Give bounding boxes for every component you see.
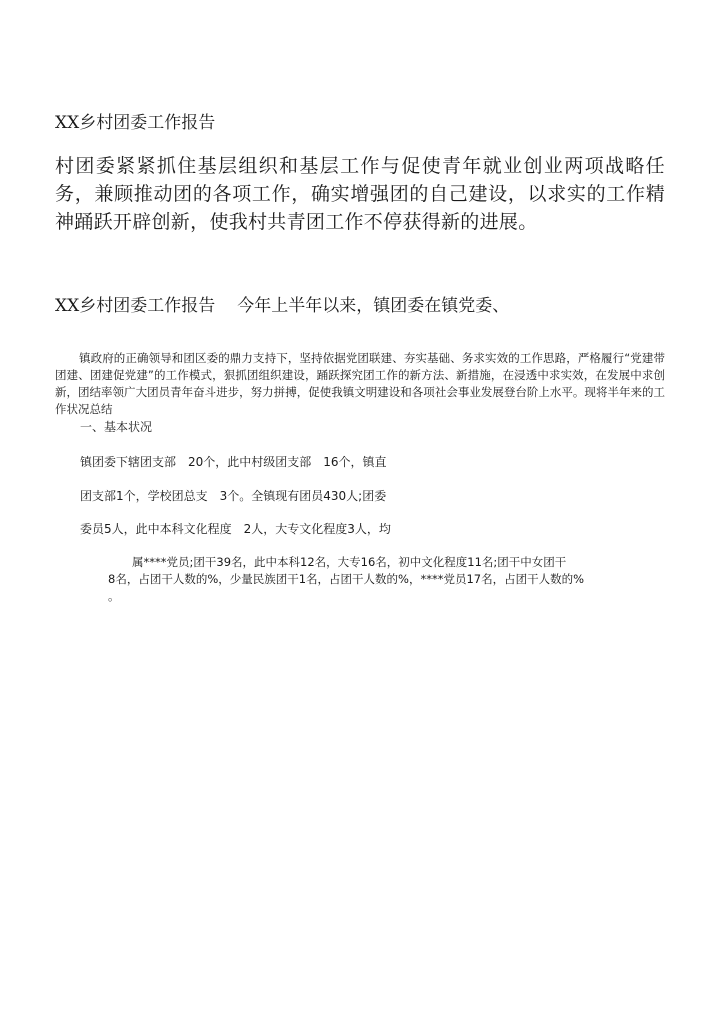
status-block	[108, 554, 608, 605]
section-heading-text: 今年上半年以来，镇团委在镇党委、	[237, 296, 510, 316]
status-line-2: 团支部1个，学校团总支 3个。全镇现有团员430人;团委	[80, 489, 387, 503]
section1-heading: 一、基本状况	[80, 420, 153, 434]
section-heading	[55, 294, 509, 318]
status-block-line-1: 属****党员;团干39名，此中本科12名，大专16名，初中文化程度11名;团干中女团干	[132, 555, 567, 569]
status-line-3: 委员5人，此中本科文化程度 2人，大专文化程度3人，均	[80, 522, 391, 536]
status-block-line-2: 8名，占团干人数的%，少量民族团干1名，占团干人数的%，****党员17名，占团干人数的%	[108, 572, 585, 586]
section-heading-title: XX乡村团委工作报告	[55, 296, 216, 316]
status-line-1: 镇团委下辖团支部 20个，此中村级团支部 16个，镇直	[80, 455, 387, 469]
status-block-line-3: 。	[108, 589, 120, 603]
document-title: XX乡村团委工作报告	[55, 113, 216, 133]
intro-paragraph: 村团委紧紧抓住基层组织和基层工作与促使青年就业创业两项战略任务，兼顾推动团的各项工作，确实增强团的自己建设，以求实的工作精神踊跃开辟创新，使我村共青团工作不停获得新的进展。	[55, 155, 665, 233]
body-paragraph: 镇政府的正确领导和团区委的鼎力支持下，坚持依据党团联建、夯实基础、务求实效的工作思路，严格履行“党建带团建、团建促党建”的工作模式，狠抓团组织建设，踊跃探究团工作的新方法、新措施，在浸透中求实效，在发展中求创新，团结率领广大团员青年奋斗进步，努力拼搏，促使我镇文明建设和各项社会事业发展登台阶上水平。现将半年来的工作状况总结	[55, 351, 665, 416]
